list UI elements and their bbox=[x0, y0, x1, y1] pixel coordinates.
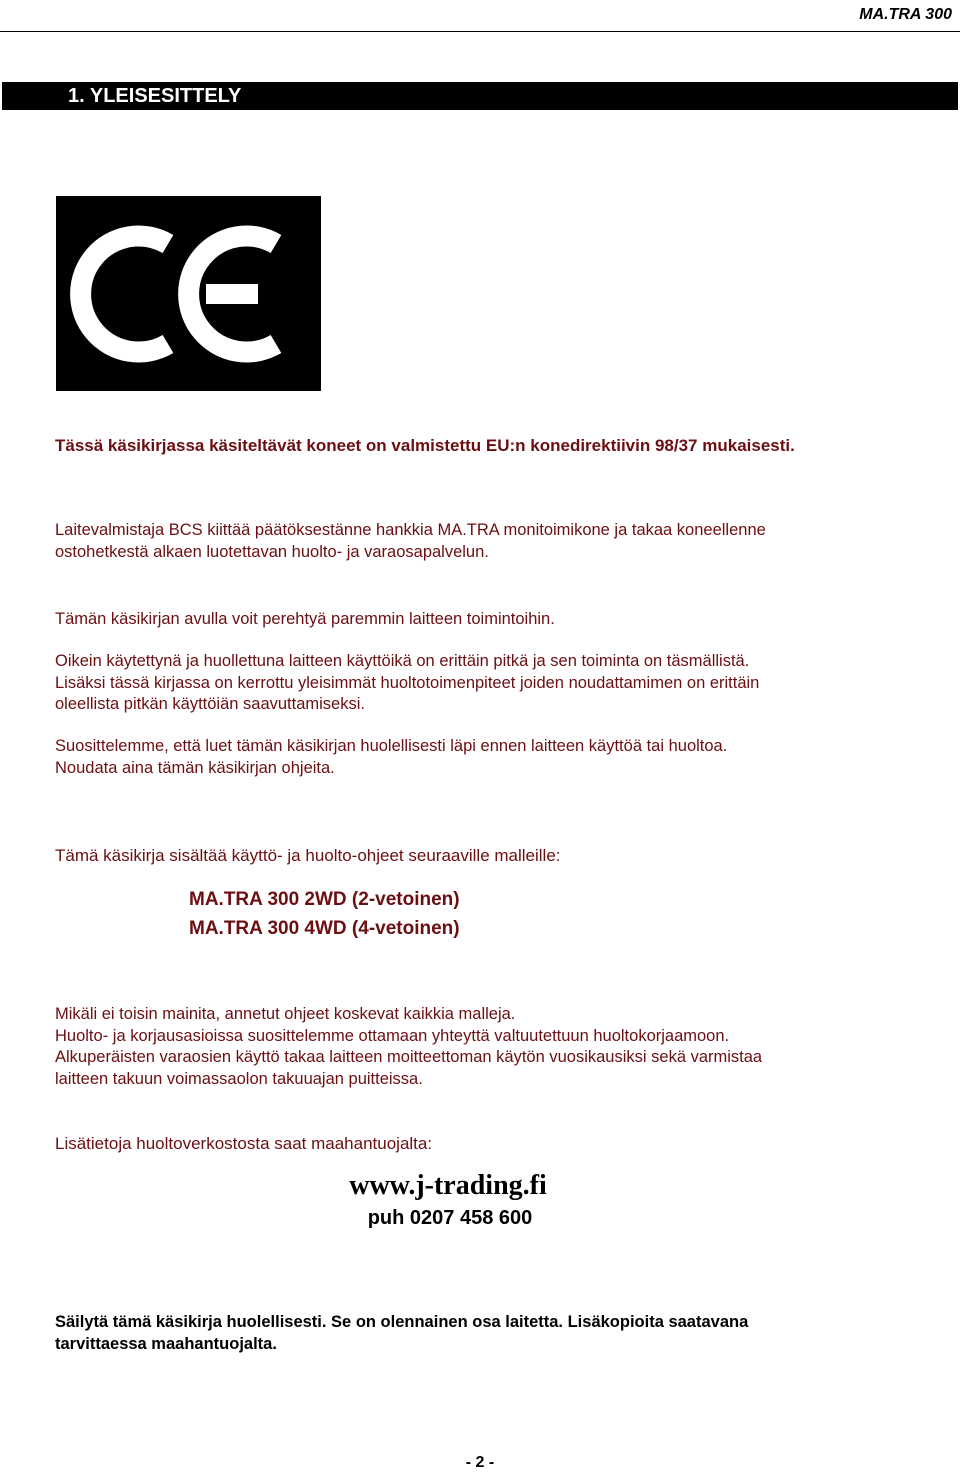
section-title: 1. YLEISESITTELY bbox=[68, 85, 242, 107]
paragraph-line: Alkuperäisten varaosien käyttö takaa laitteen moitteettoman käytön vuosikausiksi sekä varmistaa bbox=[55, 1048, 763, 1066]
paragraph-line: oleellista pitkän käyttöiän saavuttamiseksi. bbox=[55, 695, 365, 713]
usage-paragraph bbox=[55, 651, 935, 716]
page-number: - 2 - bbox=[465, 1454, 495, 1471]
paragraph-line: Lisäksi tässä kirjassa on kerrottu yleisimmät huoltotoimenpiteet joiden noudattamimen on erittäin bbox=[55, 673, 760, 692]
keep-manual-notice bbox=[55, 1311, 885, 1355]
paragraph-line: ostohetkestä alkaen luotettavan huolto- ja varaosapalvelun. bbox=[55, 542, 489, 561]
eu-directive-statement: Tässä käsikirjassa käsiteltävät koneet on valmistettu EU:n konedirektiivin 98/37 mukaisesti. bbox=[55, 436, 795, 455]
ce-mark-icon bbox=[56, 196, 321, 391]
recommend-paragraph bbox=[55, 736, 935, 779]
importer-phone: puh 0207 458 600 bbox=[367, 1207, 533, 1229]
importer-website: www.j-trading.fi bbox=[349, 1170, 547, 1201]
paragraph-line: tarvittaessa maahantuojalta. bbox=[55, 1335, 277, 1353]
models-list bbox=[189, 886, 460, 943]
paragraph-line: Laitevalmistaja BCS kiittää päätöksestänne hankkia MA.TRA monitoimikone ja takaa koneellenne bbox=[55, 521, 766, 539]
header-divider bbox=[0, 31, 960, 32]
ce-mark-graphic bbox=[56, 196, 321, 391]
header-document-code: MA.TRA 300 bbox=[859, 6, 952, 23]
contact-intro: Lisätietoja huoltoverkostosta saat maahantuojalta: bbox=[55, 1134, 433, 1153]
section-title-bar bbox=[2, 82, 958, 110]
model-item: MA.TRA 300 4WD (4-vetoinen) bbox=[189, 917, 460, 939]
paragraph-line: Suosittelemme, että luet tämän käsikirjan huolellisesti läpi ennen laitteen käyttöä tai huoltoa. bbox=[55, 737, 728, 755]
notes-paragraph bbox=[55, 1004, 935, 1090]
learn-paragraph: Tämän käsikirjan avulla voit perehtyä paremmin laitteen toimintoihin. bbox=[55, 610, 555, 628]
paragraph-line: Säilytä tämä käsikirja huolellisesti. Se on olennainen osa laitetta. Lisäkopioita saatavana bbox=[55, 1313, 749, 1331]
paragraph-line: Mikäli ei toisin mainita, annetut ohjeet koskevat kaikkia malleja. bbox=[55, 1005, 516, 1023]
manufacturer-paragraph bbox=[55, 520, 935, 563]
paragraph-line: Oikein käytettynä ja huollettuna laitteen käyttöikä on erittäin pitkä ja sen toiminta on täsmällistä. bbox=[55, 652, 750, 670]
paragraph-line: Noudata aina tämän käsikirjan ohjeita. bbox=[55, 758, 335, 777]
paragraph-line: laitteen takuun voimassaolon takuuajan puitteissa. bbox=[55, 1069, 423, 1088]
paragraph-line: Huolto- ja korjausasioissa suosittelemme ottamaan yhteyttä valtuutettuun huoltokorjaamoon. bbox=[55, 1026, 730, 1045]
models-intro: Tämä käsikirja sisältää käyttö- ja huolto-ohjeet seuraaville malleille: bbox=[55, 846, 561, 865]
model-item: MA.TRA 300 2WD (2-vetoinen) bbox=[189, 889, 460, 910]
